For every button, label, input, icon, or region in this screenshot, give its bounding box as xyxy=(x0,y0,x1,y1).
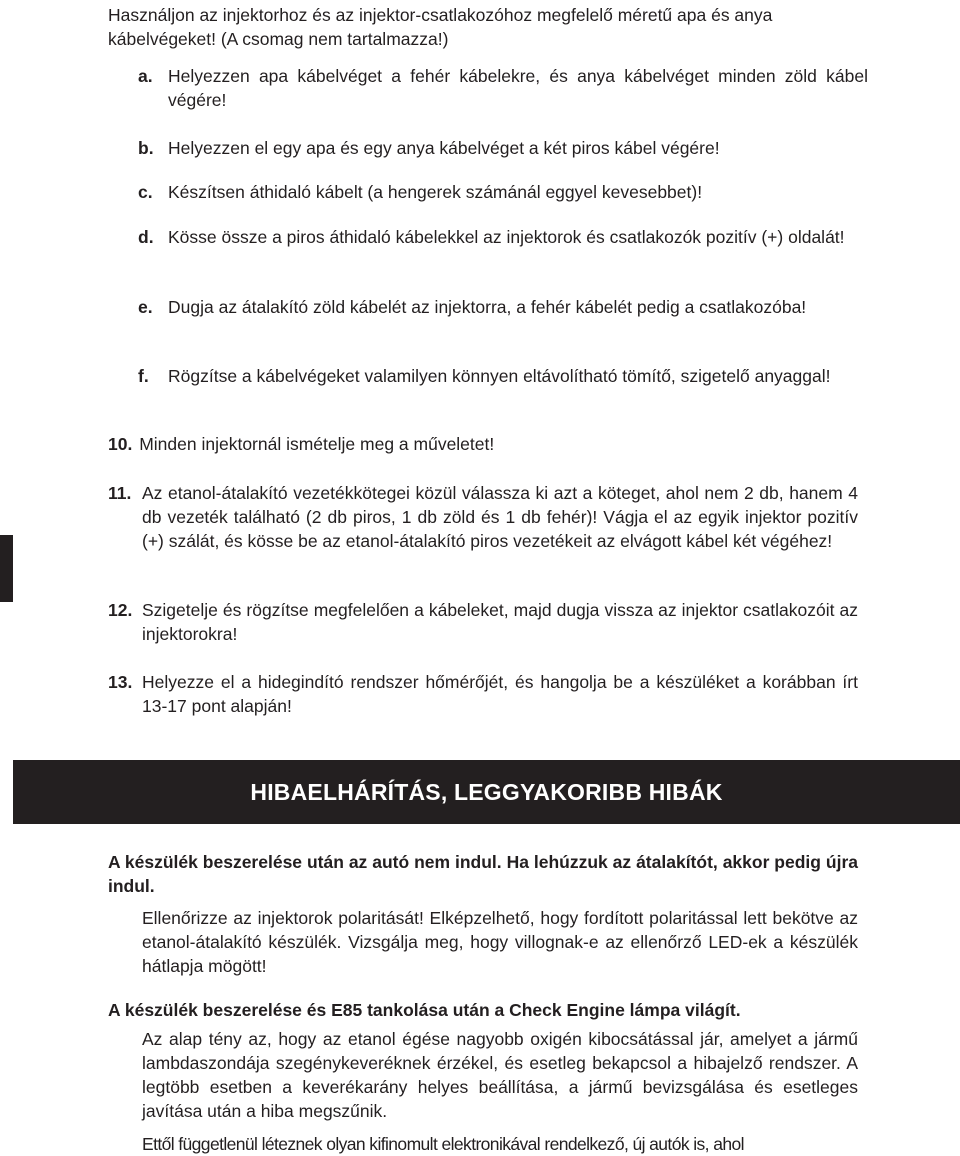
substep-label: d. xyxy=(138,227,154,247)
intro-paragraph: Használjon az injektorhoz és az injektor-csatlakozóhoz megfelelő méretű apa és anya kábelvégeket! (A csomag nem tartalmazza!) xyxy=(108,5,773,49)
issue-2-answer: Az alap tény az, hogy az etanol égése nagyobb oxigén kibocsátással jár, amelyet a jármű lambdaszondája szegénykeveréknek érzékel, és esetleg bekapcsol a hibajelző rendszer. A legtöbb esetben a keverékarány helyes beállítása, a jármű bevizsgálása és esetleges javítása után a hiba megszűnik. xyxy=(142,1029,858,1121)
step-number: 13. xyxy=(108,672,133,692)
substep-label: f. xyxy=(138,366,149,386)
step-number: 12. xyxy=(108,600,133,620)
step-text: Szigetelje és rögzítse megfelelően a kábeleket, majd dugja vissza az injektor csatlakozóit az injektorokra! xyxy=(142,600,858,644)
section-title: HIBAELHÁRÍTÁS, LEGGYAKORIBB HIBÁK xyxy=(250,778,723,805)
step-text: Az etanol-átalakító vezetékkötegei közül válassza ki azt a köteget, ahol nem 2 db, hanem 4 db vezeték található (2 db piros, 1 db zöld és 1 db fehér)! Vágja el az egyik injektor pozitív (+) szálát, és kösse be az etanol-átalakító piros vezetékeit az elvágott kábel két végéhez! xyxy=(142,483,858,551)
substep-label: c. xyxy=(138,182,153,202)
step-10 xyxy=(108,432,868,456)
issue-2-question: A készülék beszerelése és E85 tankolása után a Check Engine lámpa világít. xyxy=(108,1000,741,1020)
step-text: Helyezze el a hidegindító rendszer hőmérőjét, és hangolja be a készüléket a korábban írt 13-17 pont alapján! xyxy=(142,672,858,716)
step-number: 10. xyxy=(108,434,133,454)
step-text: Minden injektornál ismételje meg a műveletet! xyxy=(139,434,495,454)
issue-1-question: A készülék beszerelése után az autó nem indul. Ha lehúzzuk az átalakítót, akkor pedig újra indul. xyxy=(108,852,858,896)
issue-1-answer: Ellenőrizze az injektorok polaritását! Elképzelhető, hogy fordított polaritással lett bekötve az etanol-átalakító készülék. Vizsgálja meg, hogy villognak-e az ellenőrző LED-ek a készülék hátlapja mögött! xyxy=(142,908,858,976)
step-number: 11. xyxy=(108,483,132,503)
substep-text: Helyezzen apa kábelvéget a fehér kábelekre, és anya kábelvéget minden zöld kábel végére! xyxy=(168,66,868,110)
substep-label: b. xyxy=(138,138,154,158)
substep-label: a. xyxy=(138,66,153,86)
issue-2-answer-continued: Ettől függetlenül léteznek olyan kifinomult elektronikával rendelkező, új autók is, ahol xyxy=(142,1134,744,1154)
substep-text: Készítsen áthidaló kábelt (a hengerek számánál eggyel kevesebbet)! xyxy=(168,182,703,202)
page-edge-tab xyxy=(0,535,13,602)
section-banner xyxy=(13,760,960,824)
substep-text: Kösse össze a piros áthidaló kábelekkel az injektorok és csatlakozók pozitív (+) oldalát! xyxy=(168,227,845,247)
substep-text: Helyezzen el egy apa és egy anya kábelvéget a két piros kábel végére! xyxy=(168,138,720,158)
substep-text: Rögzítse a kábelvégeket valamilyen könnyen eltávolítható tömítő, szigetelő anyaggal! xyxy=(168,366,831,386)
substep-text: Dugja az átalakító zöld kábelét az injektorra, a fehér kábelét pedig a csatlakozóba! xyxy=(168,297,807,317)
substep-label: e. xyxy=(138,297,153,317)
